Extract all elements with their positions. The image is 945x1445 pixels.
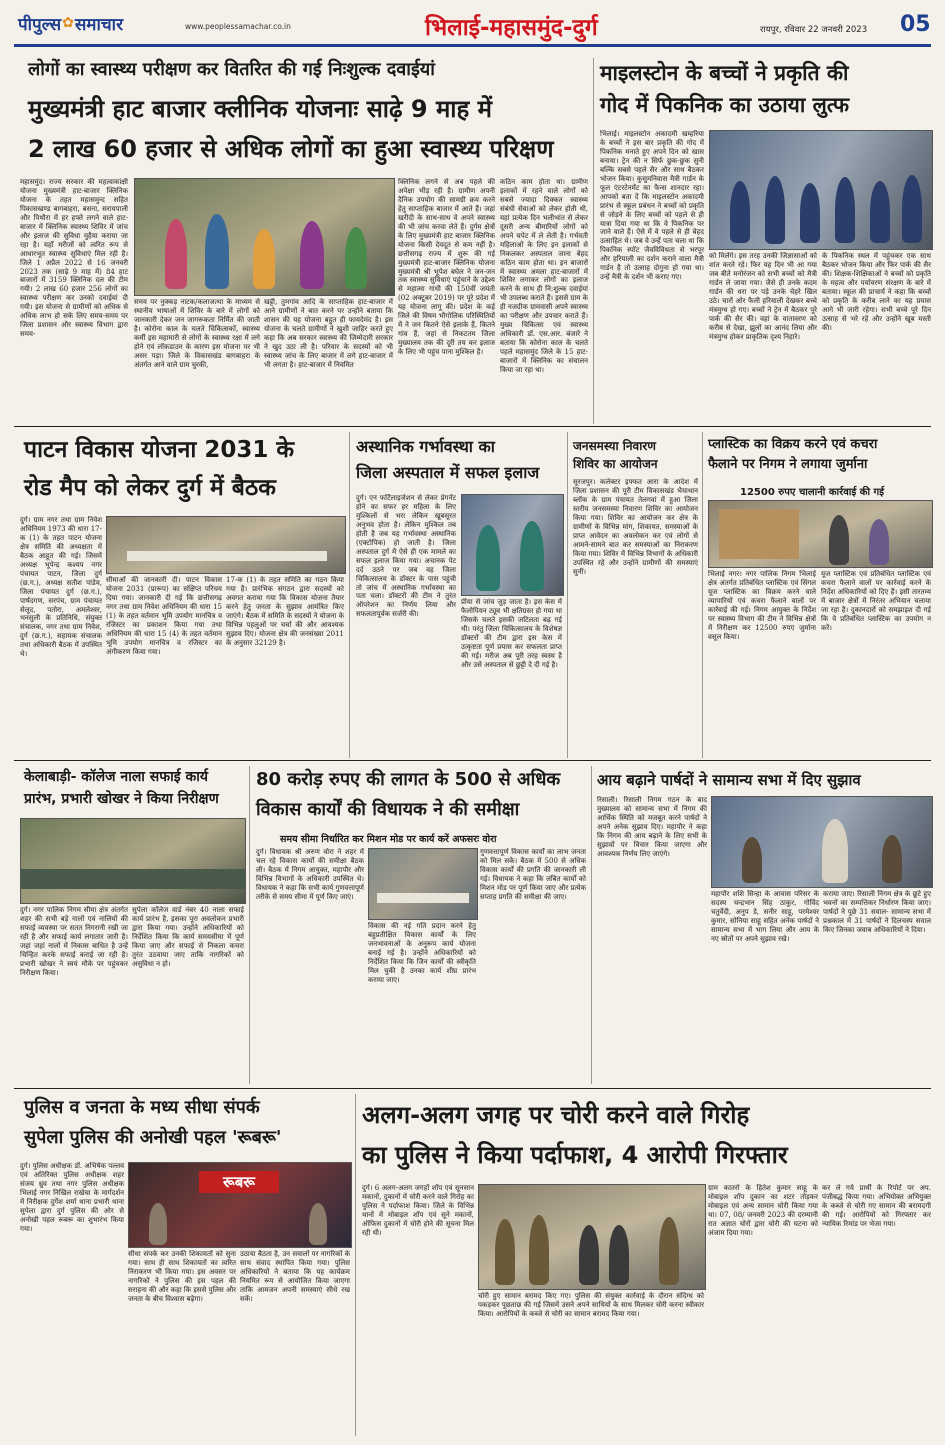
section-rule [14, 426, 931, 427]
story10-photo [128, 1162, 352, 1248]
website: www.peoplessamachar.co.in [185, 22, 291, 31]
story5-headline-2: शिविर का आयोजन [573, 457, 658, 471]
student-figure [870, 181, 890, 243]
story8-col1: दुर्ग। विधायक श्री अरुण वोरा ने शहर में चल रहे विकास कार्यों की समीक्षा बैठक ली। बैठक में निगम आयुक्त, महापौर और विभिन्न विभागों के अधिकारी उपस्थित थे। विधायक ने कहा कि सभी कार्य गुणवत्तापूर्ण तरीके से समय सीमा में पूर्ण किए जाएं। [256, 848, 364, 901]
police-figure [495, 1219, 515, 1285]
story3-headline-2: रोड मैप को लेकर दुर्ग में बैठक [24, 475, 276, 501]
story5-col1: सूरजपुर। कलेक्टर इफ्फत आरा के आदेश में जिला प्रशासन की पूरी टीम विकासखंड भैयाथान ब्लॉक के ग्राम पंचायत तेलगवां में हुआ जिला स्तरीय जनसमस्या निवारण शिविर का आयोजन किया गया। शिविर का आयोजन कर क्षेत्र के ग्रामीणों के विभिन्न मांग, शिकायत, समस्याओं के प्राप्त आवेदन का अवलोकन कर एवं लोगों से आमने-सामने बात कर समस्याओं का निराकरण किया गया। शिविर में विभिन्न विभागों के अधिकारी उपस्थित रहे और उन्होंने ग्रामीणों की समस्याएं सुनीं। [573, 478, 698, 576]
student-figure [835, 177, 855, 243]
story10-col2: सीधा संपर्क कर उनकी शिकायतों को सुना गया। साथ ही साथ शिकायतों का त्वरित निराकरण भी किया गया। इस अवसर पर नागरिकों ने पुलिस की इस पहल की सराहना की और कहा कि इससे पुलिस और जनता के बीच विश्वास बढ़ेगा। [128, 1250, 236, 1303]
story9-headline: आय बढ़ाने पार्षदों ने सामान्य सभा में दिए सुझाव [597, 771, 861, 789]
story11-col4: कर ले गये प्रार्थी के रिपोर्ट पर अप. पंजीबद्ध किया गया। अभियोक्त अभियुक्त के कब्जे से चोरी गए सामान की बरामदगी की गई। आरोपियों को गिरफ्तार कर न्यायिक रिमांड पर भेजा गया। [822, 1184, 931, 1228]
story4-headline-1: अस्थानिक गर्भावस्था का [356, 437, 495, 456]
story2-photo [709, 130, 933, 250]
story9-photo [711, 796, 933, 888]
story9-col2: महापौर शशि सिन्हा के आवास परिसर के सदस्य चन्द्रभान सिंह ठाकुर, गोविंद चतुर्वेदी, अनुप डे, सनीर साहू, परमेश्वर कुमार, सोनिया साहू सहित अनेक पार्षदों ने सामान्य सभा में भाग लिया और आय के नए स्रोतों पर अपने सुझाव रखे। [711, 890, 819, 943]
story6-subhead: 12500 रुपए चालानी कार्रवाई की गई [740, 487, 885, 498]
student-figure [902, 175, 922, 243]
story8-photo [368, 848, 478, 920]
police-figure [659, 1217, 679, 1285]
story10-col3: उठाया बैठता है, उन सवालों पर नागरिकों के साथ संवाद स्थापित किया गया। पुलिस अधिकारियों ने बताया कि यह कार्यक्रम नियमित रूप से आयोजित किया जाएगा ताकि आमजन अपनी समस्याएं सीधे रख सकें। [240, 1250, 350, 1303]
story11-col2: चोरी हुए सामान बरामद किए गए। पुलिस की संयुक्त कार्रवाई के दौरान संदिग्ध को पकड़कर पूछताछ की गई जिसमें उसने अपने साथियों के साथ मिलकर चोरी करना स्वीकार किया। आरोपियों के कब्जे से चोरी का सामान बरामद किया गया। [478, 1292, 704, 1318]
story8-subhead: समय सीमा निर्धारित कर मिशन मोड पर कार्य करें अफसरः वोरा [280, 834, 497, 845]
meeting-table [377, 893, 469, 903]
story5-headline-1: जनसमस्या निवारण [573, 439, 656, 453]
story3-photo [106, 516, 346, 574]
person-figure [882, 835, 902, 883]
column-divider [567, 432, 568, 758]
accused-figure [609, 1225, 629, 1285]
story2-col1: भिलाई। माइलस्टोन अकादमी खम्हरिया के बच्चों ने इस बार प्रकृति की गोद में पिकनिक मनाते हुए अपने दिन को खास बनाया। ट्रेन की न सिर्फ छुक-छुक सुनी बल्कि सबसे पहले सैर और साथ बैठकर भोजन किया। कुसुमनिवास मैत्री गार्डन के फूल एंटरटेनमेंट का फैन्स शानदार रहा। आपको बता दें कि माइलस्टोन अकादमी प्रारंभ से स्कूल प्रबंधन ने बच्चों को प्रकृति से जोड़ने के लिए बच्चों को पहले से ही यात्रा दिया गया था कि वे पिकनिक पर जाने वाले हैं। ऐसे में वे पहले से ही बेहद उत्साहित थे। जब वे उन्हें पता चला था कि पिकनिक स्पॉट जैवविविधता से भरपूर और हरियाली का दर्शन कराने वाला मैत्री गार्डन है तो उत्साह दोगुना हो गया था। उन्हें मैत्री के दर्शन भी कराए गए। [600, 130, 704, 282]
story9-col3: कराया जाए। रिसाली निगम क्षेत्र के छूटे हुए भवनों का सम्पत्तिकर निर्धारण किया जाए। पार्षदों ने पूछे 31 सवाल- सामान्य सभा में प्रश्नकाल में 31 पार्षदों ने दिलचस्प सवाल किए जिनका जवाब अधिकारियों ने दिया। [823, 890, 931, 934]
story11-col3: ग्राम कातरो के हितेश कुमार साहू के मोबाइल शॉप दुकान का शटर तोड़कर मोबाइल एवं अन्य सामान चोरी किया गया था। 07, 08/ जनवरी 2023 की दरम्यानी रात अज्ञात चोरों द्वारा चोरी की घटना को अंजाम दिया गया। [708, 1184, 818, 1237]
story1-col5: कठिन काम होता था। ग्रामीण इलाकों में रहने वाले लोगों को सबसे ज्यादा दिक्कत स्वास्थ्य संबंधी सेवाओं को लेकर होती थी, यहां प्रत्येक दिन भलीभांत से लेकर दूसरी अन्य बीमारियों लोगों को अपने चपेट में ले लेती है। गर्भवती महिलाओं के लिए इन इलाकों से निकलकर अस्पताल जाना बेहद कठिन काम होता था। इन बाजारों में स्वास्थ्य अमला हाट-बाजारों में शिविर लगाकर लोगों का इलाज करने के साथ ही नि:शुल्क दवाईयां भी उपलब्ध कराते हैं। इससे ग्राम के ही नजदीक ग्रामवासी अपने स्वास्थ्य का परीक्षण और उपचार कराते हैं। मुख्य चिकित्सा एवं स्वास्थ्य अधिकारी डॉ. एस.आर. बंजारे ने बताया कि कोरोना काल के चलते पहले महासमुंद जिले के 15 हाट-बाजारों में क्लिनिक का संचालन किया जा रहा था। [500, 178, 588, 375]
story10-headline-2: सुपेला पुलिस की अनोखी पहल 'रूबरू' [24, 1127, 282, 1148]
story6-headline-1: प्लास्टिक का विक्रय करने एवं कचरा [708, 437, 878, 452]
column-divider [355, 1094, 356, 1436]
nala-channel [21, 869, 245, 889]
story1-col1: महासमुंद। राज्य सरकार की महत्वाकांक्षी योजना मुख्यमंत्री हाट-बाजार क्लिनिक योजना के तहत महासमुन्द सहित पिकासखण्ड बागबाहरा, बसना, सरायपाली और पिथौरा में हर हफ्ते लगने वाले हाट-बाजार में क्लिनिक स्वास्थ्य शिविर में जांच और इलाज की सुविधा मुहैया कराया जा रहा है। यहाँ मरीजों को त्वरित रूप से आधारभूत स्वास्थ्य सुविधाएं मिल रही है। जिले 1 अप्रैल 2022 से 16 जनवरी 2023 तक (साढ़े 9 माह में) 84 हाट बाजारों में 3159 क्लिनिक दल की टीम गयी। 2 लाख 60 हजार 256 लोगों का स्वास्थ्य परीक्षण कर उनको दवाईयां दी गयी। इस योजना से ग्रामीणों को अधिक से अधिक लाभ हो सके लिए समय-समय पर जिला प्रशासन और स्वास्थ्य विभाग द्वारा समय- [20, 178, 128, 339]
section-rule [14, 760, 931, 761]
person-figure [345, 227, 367, 289]
student-figure [765, 176, 785, 244]
story4-photo [461, 494, 564, 596]
person-figure [742, 837, 762, 883]
story8-col3: गुणवत्तापूर्ण विकास कार्यों का लाभ जनता को मिल सके। बैठक में 500 से अधिक विकास कार्यों की प्रगति की जानकारी ली गई। विधायक ने कहा कि लंबित कार्यों को मिशन मोड पर पूर्ण किया जाए और प्रत्येक सप्ताह प्रगति की समीक्षा की जाए। [480, 848, 586, 901]
story3-col1: दुर्ग। ग्राम नगर तथा ग्राम निवेश अधिनियम 1973 की धारा 17-क (1) के तहत पाटन योजना क्षेत्र समिति की अध्यक्षता में बैठक आहूत की गई। जिसमें अध्यक्ष भूपेन्द्र कश्यप नगर पंचायत पाटन, जिला दुर्ग (छ.ग.), अध्यक्ष सतीश पांडेय, जिला पंचायत दुर्ग (छ.ग.), पार्षदगण, सरपंच, ग्राम पंचायत सेलूद, पतोरा, अमलेश्वर, भनसुली के प्रतिनिधि, संयुक्त संचालक, नगर तथा ग्राम निवेश, दुर्ग (छ.ग.), सहायक संचालक तथा अधिकारी बैठक में उपस्थित थे। [20, 516, 102, 659]
logo [18, 10, 123, 36]
student-figure [730, 181, 750, 243]
story3-col2: सीमाओं की जानकारी दी। पाटन विकास योजना 2031 (प्रारूप) का संक्षिप्त परिचय दिया गया। जानकारी दी गई कि छत्तीसगढ़ नगर तथा ग्राम निवेश अधिनियम की धारा 15 (1) के तहत वर्तमान भूमि उपयोग मानचित्र व रजिस्टर का प्रकाशन किया गया तथा अधिनियम की धारा 15 (4) के तहत वर्तमान भूमि उपयोग मानचित्र व रजिस्टर का अंगीकरण किया गया। [106, 576, 222, 656]
story10-headline-1: पुलिस व जनता के मध्य सीधा संपर्क [24, 1097, 260, 1118]
logo-left: पीपुल्स [18, 14, 62, 35]
story6-photo [708, 500, 933, 568]
story7-headline-1: केलाबाड़ी- कॉलेज नाला सफाई कार्य [24, 769, 208, 785]
story1-col3: खट्टी, तुमगांव आदि के साप्ताहिक हाट-बाजार में आने ग्रामीणों ने बात करने पर उन्होंने बताया कि शासन की यह योजना बहुत ही फायदेमंद है। इस योजना के चलते ग्रामीणों ने खुशी जाहिर करते हुए कहा कि अब सरकार स्वास्थ्य की जिम्मेदारी सरकार ने खुद उठा ली है। परिवार के सदस्यों को भी स्वास्थ्य जांच के लिए बाजार में लगे हाट-बाजार में भी लगता है। हाट-बाजार में नियमित [264, 298, 393, 369]
accused-figure [579, 1225, 599, 1285]
story1-col2: समय पर नुक्कड़ नाटक/कलाजत्था के माध्यम से स्थानीय भाषाओं में शिविर के बारे में लोगों को जानकारी देकर जन जागरूकता निर्मित की जाती है। कोरोना काल के चलते चिकित्सकों, स्वास्थ्य कर्मी इस महामारी से लोगों के स्वास्थ्य रक्षा में लगे होने एवं लॉकडाउन के कारण इस योजना पर भी असर पड़ा। जिले के विकासखंड बागबाहरा के अंतर्गत आने वाले ग्राम चुरकी, [134, 298, 260, 369]
story3-headline-1: पाटन विकास योजना 2031 के [24, 437, 295, 463]
story1-kicker: लोगों का स्वास्थ्य परीक्षण कर वितरित की गई निःशुल्क दवाईयां [28, 59, 435, 80]
shop-shelf [719, 509, 799, 559]
story3-col3: 17-क (1) के तहत समिति का गठन किया गया है। प्रारंभिक संगठन द्वारा सदस्यों को अवगत कराया गया कि विकास योजना तैयार करने हेतु जनता के सुझाव आमंत्रित किए जाएंगे। बैठक में समिति के सदस्यों ने योजना के विभिन्न पहलुओं पर चर्चा की और आवश्यक सुझाव दिए। योजना क्षेत्र की जनसंख्या 2011 के अनुसार 32129 है। [226, 576, 344, 647]
person-figure [869, 519, 889, 565]
meeting-table [127, 551, 327, 561]
story2-col3: के पिकनिक स्थल में पहुंचकर एक साथ बैठकर भोजन किया और फिर पार्क की सैर की। शिक्षक-शिक्षिकाओं ने बच्चों को प्रकृति के महत्व और पर्यावरण संरक्षण के बारे में बताया। स्कूल की प्राचार्य ने कहा कि बच्चों को प्रकृति के करीब लाने का यह प्रयास आगे भी जारी रहेगा। सभी बच्चे पूरे दिन उत्साह से भरे रहे और उन्होंने खूब मस्ती की। [822, 252, 931, 332]
column-divider [702, 432, 703, 758]
story8-headline-1: 80 करोड़ रुपए की लागत के 500 से अधिक [256, 769, 561, 790]
story11-headline-1: अलग-अलग जगह पर चोरी करने वाले गिरोह [362, 1101, 750, 1129]
person-figure [149, 1203, 167, 1245]
person-figure [165, 219, 187, 289]
story6-headline-2: फैलाने पर निगम ने लगाया जुर्माना [708, 457, 868, 472]
logo-flower-icon: ✿ [62, 15, 74, 31]
dateline: रायपुर, रविवार 22 जनवरी 2023 [760, 25, 868, 35]
story7-col2: सुपेला कॉलेज वार्ड नंबर 40 नाला सफाई कार्य प्रारंभ है, इसका पूरा अवलोकन प्रभारी द्वारा किया गया। उन्होंने अधिकारियों को निर्देशित किया कि कार्य समयसीमा में पूर्ण किया जाए और सफाई से निकला कचरा तुरंत उठवाया जाए ताकि नागरिकों को असुविधा न हो। [132, 906, 244, 968]
story4-col1: दुर्ग। एन फर्टिलाइजेशन से लेकर प्रेगनेंट होने का सफर हर महिला के लिए मुश्किलों से भरा लेकिन खूबसूरत अनुभव होता है। लेकिन मुश्किल तब होती है जब यह गर्भावस्था अस्थानिक (एक्टोपिक) हो जाती है। जिला अस्पताल दुर्ग में ऐसे ही एक मामले का सफल इलाज किया गया। अचानक पेट दर्द उठने पर जब वह जिला चिकित्सालय के डॉक्टर के पास पहुंची तो जांच में अस्थानिक गर्भावस्था का पता चला। डॉक्टरों की टीम ने तुरंत ऑपरेशन का निर्णय लिया और सफलतापूर्वक सर्जरी की। [356, 494, 456, 619]
surgeon-figure [476, 525, 500, 591]
logo-right: समाचार [74, 14, 124, 35]
column-divider [249, 766, 250, 1084]
story11-photo [478, 1184, 706, 1290]
column-divider [591, 766, 592, 1084]
masthead-rule [14, 44, 931, 47]
story1-headline-2: 2 लाख 60 हजार से अधिक लोगों का हुआ स्वास्थ्य परिक्षण [28, 135, 554, 163]
person-figure [300, 221, 324, 289]
rubaru-banner: रूबरू [199, 1171, 279, 1193]
story11-headline-2: का पुलिस ने किया पर्दाफाश, 4 आरोपी गिरफ्तार [362, 1141, 788, 1169]
story2-headline-1: माइलस्टोन के बच्चों ने प्रकृति की [600, 61, 849, 85]
section-rule [14, 1088, 931, 1089]
police-figure [529, 1215, 549, 1285]
story7-photo [20, 818, 246, 904]
story6-col2: यूज प्लास्टिक एवं प्रतिबंधित प्लास्टिक एवं कचरा फैलाने वालों पर कार्रवाई करने के निर्देश अधिकारियों को दिए हैं। इसी तारतम्य में बाजार क्षेत्रों में निरंतर अभियान चलाया जा रहा है। दुकानदारों को समझाइश दी गई कि वे प्रतिबंधित प्लास्टिक का उपयोग न करें। [821, 570, 931, 632]
person-figure [253, 229, 275, 289]
story1-photo [134, 178, 395, 296]
story9-col1: रिसाली। रिसाली निगम गठन के बाद मुख्यालय को सामान्य सभा में निगम की आर्थिक स्थिति को मजबूत करने पार्षदों ने अपने अनेक सुझाव दिए। महापौर ने कहा कि निगम की आय बढ़ाने के लिए सभी के सुझावों पर विचार किया जाएगा और आवश्यक निर्णय लिए जाएंगे। [597, 796, 707, 858]
person-figure [205, 214, 229, 289]
story4-col2: प्रीया से जांच जुड़ जाता है। इस केस में फैलोपियन ट्यूब भी क्षतिग्रस्त हो गया था जिसके चलते इसकी जटिलता बढ़ गई थी। परंतु जिला चिकित्सालय के विशेषज्ञ डॉक्टरों की टीम द्वारा इस केस में उत्कृष्टता पूर्ण प्रयास कर सफलता प्राप्त की गई। मरीज अब पूरी तरह स्वस्थ है और उसे अस्पताल से छुट्टी दे दी गई है। [461, 598, 562, 669]
story2-headline-2: गोद में पिकनिक का उठाया लुत्फ [600, 93, 850, 117]
masthead [0, 0, 945, 48]
column-divider [349, 432, 350, 758]
surgeon-figure [520, 521, 544, 591]
speaker-figure [822, 819, 848, 883]
story2-col2: को मिलेंगे। इस तरह उनकी जिज्ञासाओं को शांत करते रहे। फिर यह दिन भी आ गया जब बीते मनोरंजन को सभी बच्चों को मैत्री गार्डन ले जाया गया। जैसे ही उनके कदम गार्डन की धरा पर पड़े उनके चेहरे खिल उठे। चारों ओर फैली हरियाली देखकर बच्चे मंत्रमुग्ध हो गए। बच्चों ने ट्रेन में बैठकर पूरे पार्क की सैर की। वहां के वातावरण को करीब से देखा, झूलों का आनंद लिया और मंत्रमुग्ध होकर प्राकृतिक दृश्य निहारे। [709, 252, 817, 341]
story1-col4: क्लिनिक लगने से अब पहले की अपेक्षा भीड़ रही है। ग्रामीण अपनी दैनिक उपयोग की सामग्री क्रय करने हेतु साप्ताहिक बाजार में आते हैं। जहां खरीदी के साथ-साथ वे अपने स्वास्थ्य की भी जांच करवा लेते हैं। दुर्गम क्षेत्रों के लिए मुख्यमंत्री हाट बाजार क्लिनिक योजना किसी देवदूत से कम नहीं है। छत्तीसगढ़ राज्य में शुरू की गई मुख्यमंत्री हाट-बाजार क्लिनिक योजना मुख्यमंत्री श्री भूपेश बघेल ने जन-जन तक स्वास्थ्य सुविधाएं पहुंचाने के उद्देश्य से महात्मा गांधी की 150वीं जयंती (02 अक्टूबर 2019) पर पूरे प्रदेश में यह योजना लागू की। प्रदेश के कई जिले की विषम भौगोलिक परिस्थितियों में ने जन कितने ऐसे इलाके हैं, कितने गांव हैं, जहां से निकटतम जिला मुख्यालय तक की दूरी तय कर इलाज के लिए भी पहुंच पाना मुश्किल है। [398, 178, 495, 357]
story10-col1: दुर्ग। पुलिस अधीक्षक डॉ. अभिषेक पल्लव एवं अतिरिक्त पुलिस अधीक्षक शहर संजय ध्रुव तथा नगर पुलिस अधीक्षक भिलाई नगर निखिल राखेचा के मार्गदर्शन में निरीक्षक दुर्गेश शर्मा थाना प्रभारी थाना सुपेला द्वारा दुर्ग पुलिस की ओर से अनोखी पहल रूबरू का शुभारंभ किया गया। [20, 1162, 124, 1233]
story8-headline-2: विकास कार्यों की विधायक ने की समीक्षा [256, 799, 520, 820]
story4-headline-2: जिला अस्पताल में सफल इलाज [356, 463, 540, 482]
story1-headline-1: मुख्यमंत्री हाट बाजार क्लीनिक योजनाः साढ़े 9 माह में [28, 95, 492, 123]
story7-col1: दुर्ग। नगर पालिक निगम सीमा क्षेत्र अंतर्गत शहर की सभी बड़े नालों एवं नालियों की सफाई व्यवस्था पर सतत निगरानी रखी जा रही है और सफाई कार्य लगातार जारी है। जहां जहां नालों में निकास बाधित है उन्हें चिन्हित करके सफाई कराई जा रही है। प्रभारी खोखर ने स्वयं मौके पर पहुंचकर निरीक्षण किया। [20, 906, 128, 977]
edition-title: भिलाई-महासमुंद-दुर्ग [425, 15, 598, 41]
page-number: 05 [900, 12, 931, 37]
story7-headline-2: प्रारंभ, प्रभारी खोखर ने किया निरीक्षण [24, 791, 219, 807]
story11-col1: दुर्ग। 6 अलग-अलग जगहों शॉप एवं सूनसान मकानों, दुकानों में चोरी करने वाले गिरोह का पुलिस ने पर्दाफाश किया। जिले के विभिन्न थानों में मोबाइल शॉप एवं सूने मकानों, ऑफिस दुकानों में चोरी होने की सूचना मिल रही थी। [362, 1184, 474, 1237]
story8-col2: विकास की नई गति प्रदान करने हेतु बहुप्रतीक्षित विकास कार्यों के लिए जनभावनाओं के अनुरूप कार्य योजना बनाई गई है। उन्होंने अधिकारियों को निर्देशित किया कि जिन कार्यों की स्वीकृति मिल चुकी है उनका कार्य शीघ्र प्रारंभ कराया जाए। [368, 922, 476, 984]
student-figure [800, 183, 820, 243]
story6-col1: भिलाई नगर। नगर पालिक निगम भिलाई क्षेत्र अंतर्गत प्रतिबंधित प्लास्टिक एवं सिंगल यूज प्लास्टिक का विक्रय करने वाले व्यापारियों एवं कचरा फैलाने वालों पर कार्रवाई की गई। निगम आयुक्त के निर्देश पर स्वास्थ्य विभाग की टीम ने विभिन्न क्षेत्रों में निरीक्षण कर 12500 रुपए जुर्माना वसूल किया। [708, 570, 816, 641]
person-figure [309, 1203, 327, 1245]
column-divider [593, 58, 594, 424]
person-figure [829, 515, 849, 565]
